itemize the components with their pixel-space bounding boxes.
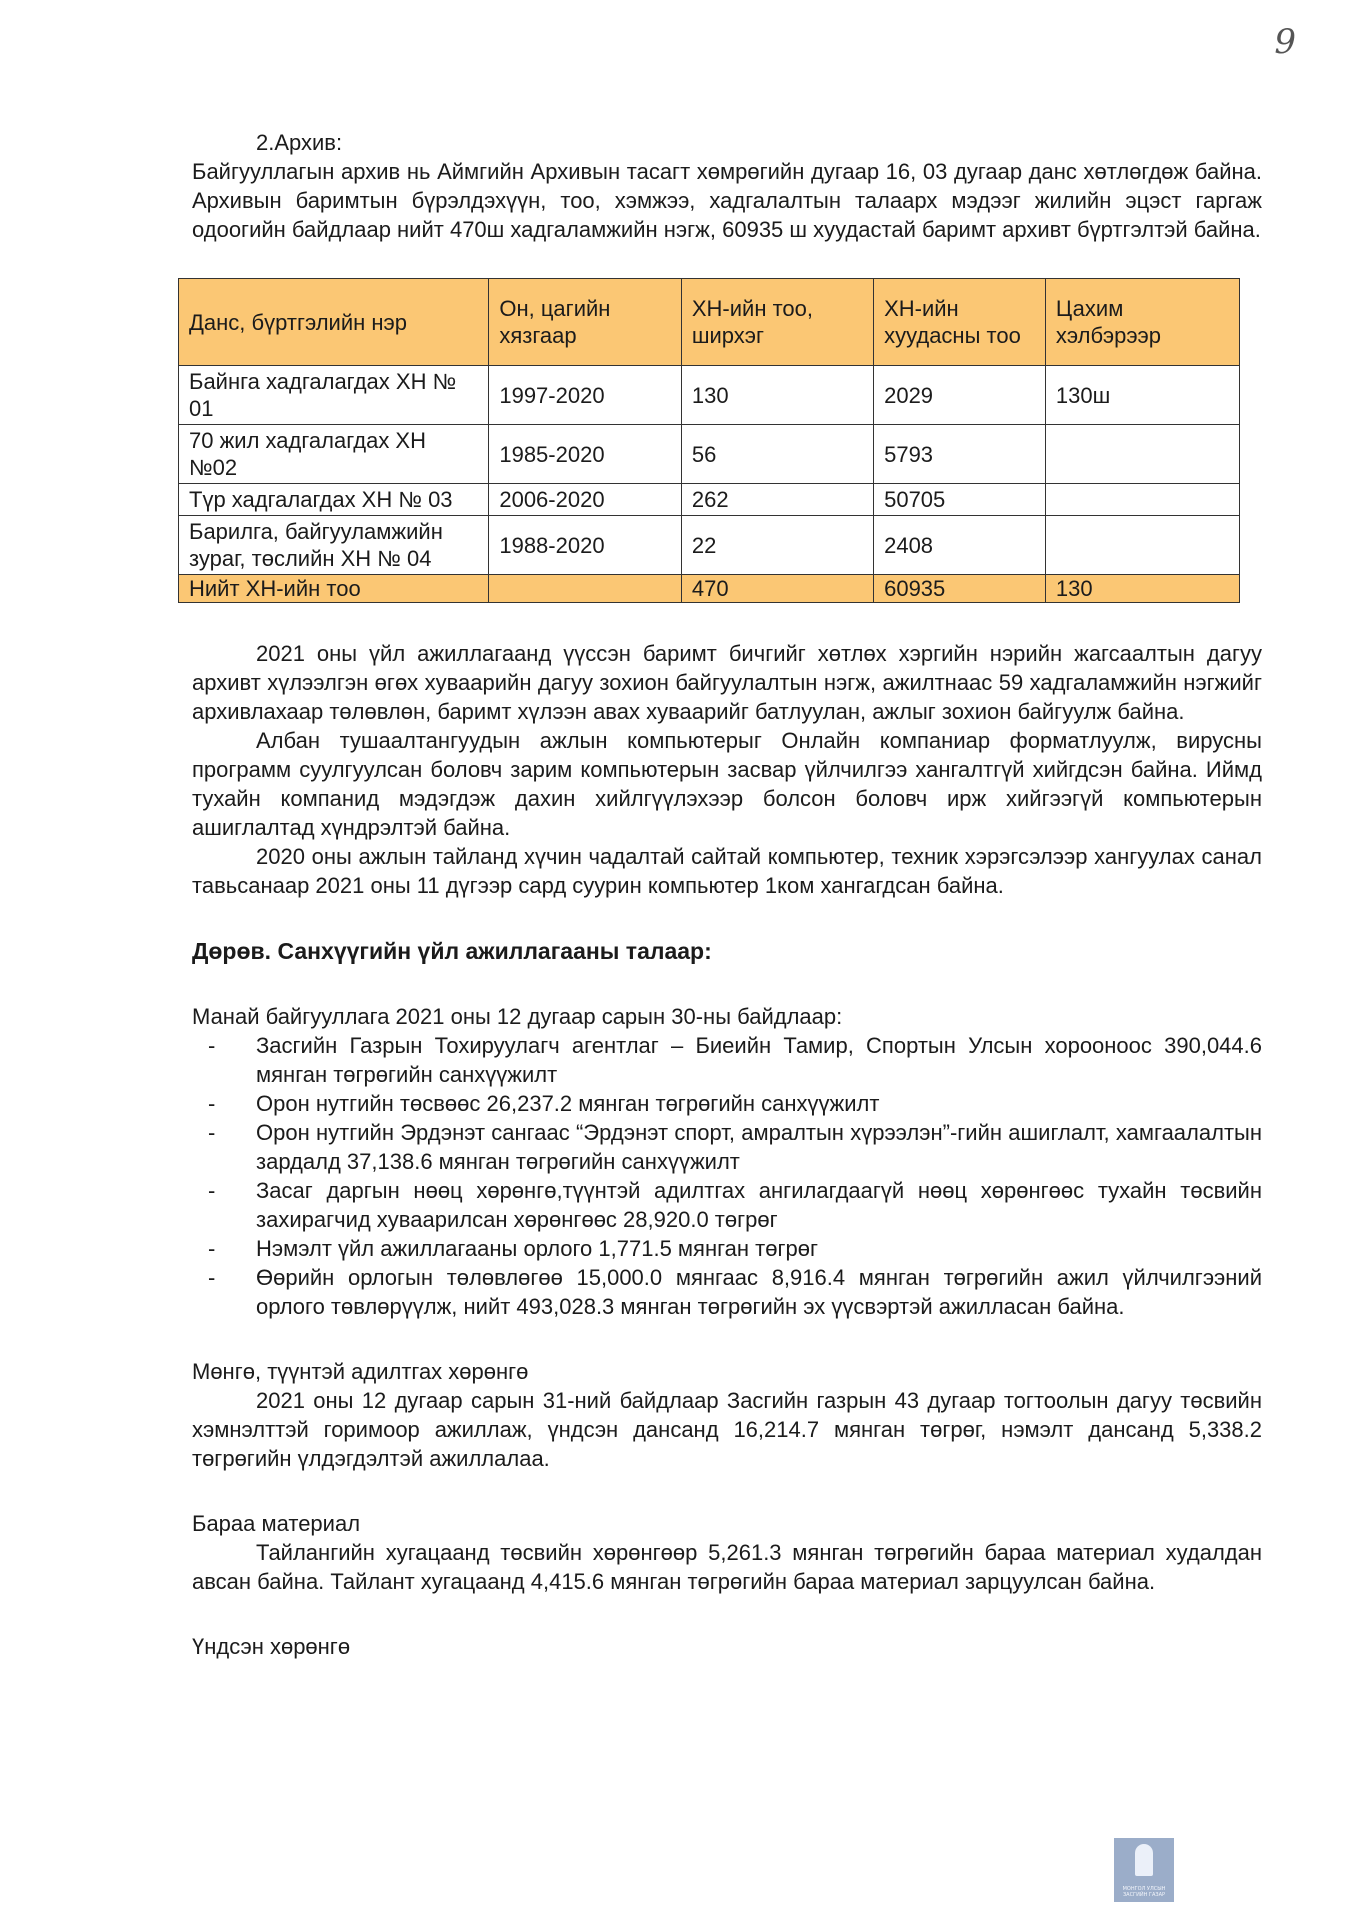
table-row	[179, 516, 1240, 575]
table-header-cell: ХН-ийн тоо, ширхэг	[681, 279, 873, 366]
table-header-row	[179, 279, 1240, 366]
table-cell	[489, 575, 682, 603]
table-cell: 1985-2020	[489, 425, 682, 484]
table-header-cell: Данс, бүртгэлийн нэр	[179, 279, 489, 366]
archive-paragraph: 2020 оны ажлын тайланд хүчин чадалтай сайтай компьютер, техник хэрэгсэлээр хангуулах санал тавьсанаар 2021 оны 11 дүгээр сард суурин компьютер 1ком хангагдсан байна.	[192, 844, 1262, 898]
list-item: - Засаг даргын нөөц хөрөнгө,түүнтэй адилтгах ангилагдаагүй нөөц хөрөнгөөс тухайн төсвийн захирагчид хуваарилсан хөрөнгөөс 28,920.0 төгрөг	[208, 1178, 1262, 1232]
table-row	[179, 484, 1240, 516]
table-cell: 2029	[874, 366, 1046, 425]
table-cell: Нийт ХН-ийн тоо	[179, 575, 489, 603]
table-header-cell: Цахим хэлбэрээр	[1045, 279, 1239, 366]
list-item: - Орон нутгийн төсвөөс 26,237.2 мянган төгрөгийн санхүүжилт	[208, 1091, 880, 1116]
fixed-assets-heading: Үндсэн хөрөнгө	[192, 1634, 351, 1659]
archive-paragraph: Албан тушаалтангуудын ажлын компьютерыг Онлайн компаниар форматлуулж, вирусны программ суулгуулсан боловч зарим компьютерын засвар үйлчилгээ хангалтгүй хийгдсэн байна. Иймд тухайн компанид мэдэгдэж дахин хийлгүүлэхээр болсон боловч ирж хийгээгүй компьютерын ашиглалтад хүндрэлтэй байна.	[192, 728, 1262, 840]
table-cell: 5793	[874, 425, 1046, 484]
table-cell: 56	[681, 425, 873, 484]
table-cell	[1045, 516, 1239, 575]
list-item: - Өөрийн орлогын төлөвлөгөө 15,000.0 мянгаас 8,916.4 мянган төгрөгийн ажил үйлчилгээний орлого төвлөрүүлж, нийт 493,028.3 мянган төгрөгийн эх үүсвэртэй ажилласан байна.	[208, 1265, 1262, 1319]
soyombo-icon	[1135, 1844, 1153, 1876]
materials-heading: Бараа материал	[192, 1511, 361, 1536]
cash-heading: Мөнгө, түүнтэй адилтгах хөрөнгө	[192, 1359, 529, 1384]
archive-table	[178, 278, 1240, 603]
table-cell: 130	[681, 366, 873, 425]
funding-list	[192, 1031, 1262, 1321]
table-cell: 2006-2020	[489, 484, 682, 516]
finance-intro: Манай байгууллага 2021 оны 12 дугаар сарын 30-ны байдлаар:	[192, 1004, 843, 1029]
table-cell: Түр хадгалагдах ХН № 03	[179, 484, 489, 516]
table-row	[179, 366, 1240, 425]
list-item-text: Орон нутгийн төсвөөс 26,237.2 мянган төгрөгийн санхүүжилт	[256, 1091, 880, 1116]
table-cell: 262	[681, 484, 873, 516]
table-cell: Барилга, байгууламжийн зураг, төслийн ХН № 04	[179, 516, 489, 575]
cash-paragraph: 2021 оны 12 дугаар сарын 31-ний байдлаар Засгийн газрын 43 дугаар тогтоолын дагуу төсвийн хэмнэлттэй горимоор ажиллаж, үндсэн дансанд 16,214.7 мянган төгрөг, нэмэлт дансанд 5,338.2 төгрөгийн үлдэгдэлтэй ажиллалаа.	[192, 1388, 1262, 1471]
table-header-cell: ХН-ийн хуудасны тоо	[874, 279, 1046, 366]
archive-paragraph: 2021 оны үйл ажиллагаанд үүссэн баримт бичгийг хөтлөх хэргийн нэрийн жагсаалтын дагуу архивт хүлээлгэн өгөх хуваарийн дагуу зохион байгуулалтын нэгж, ажилтнаас 59 хадгаламжийн нэгжийг архивлахаар төлөвлөн, баримт хүлээн авах хуваарийг батлуулан, ажлыг зохион байгуулж байна.	[192, 641, 1262, 724]
table-cell: 60935	[874, 575, 1046, 603]
table-cell	[1045, 425, 1239, 484]
table-cell: 22	[681, 516, 873, 575]
table-cell: Байнга хадгалагдах ХН № 01	[179, 366, 489, 425]
list-item: - Орон нутгийн Эрдэнэт сангаас “Эрдэнэт спорт, амралтын хүрээлэн”-гийн ашиглалт, хамгаалалтын зардалд 37,138.6 мянган төгрөгийн санхүүжилт	[208, 1120, 1262, 1174]
table-cell: 470	[681, 575, 873, 603]
table-row	[179, 425, 1240, 484]
list-item-text: Засгийн Газрын Тохируулагч агентлаг – Биеийн Тамир, Спортын Улсын хорооноос 390,044.6 мянган төгрөгийн санхүүжилт	[256, 1033, 1262, 1087]
list-item-text: Засаг даргын нөөц хөрөнгө,түүнтэй адилтгах ангилагдаагүй нөөц хөрөнгөөс тухайн төсвийн захирагчид хуваарилсан хөрөнгөөс 28,920.0 төгрөг	[256, 1178, 1262, 1232]
table-cell: 50705	[874, 484, 1046, 516]
table-cell: 130ш	[1045, 366, 1239, 425]
page-number: 9	[1274, 22, 1296, 62]
table-cell: 1997-2020	[489, 366, 682, 425]
archive-intro: Байгууллагын архив нь Аймгийн Архивын тасагт хөмрөгийн дугаар 16, 03 дугаар данс хөтлөгдөж байна. Архивын баримтын бүрэлдэхүүн, тоо, хэмжээ, хадгалалтын талаарх мэдээг жилийн эцэст гаргаж одоогийн байдлаар нийт 470ш хадгаламжийн нэгж, 60935 ш хуудастай баримт архивт бүртгэлтэй байна.	[192, 159, 1262, 242]
table-total-row	[179, 575, 1240, 603]
government-seal-logo	[1114, 1838, 1174, 1902]
finance-heading: Дөрөв. Санхүүгийн үйл ажиллагааны талаар:	[192, 938, 712, 964]
list-item: - Нэмэлт үйл ажиллагааны орлого 1,771.5 мянган төгрөг	[208, 1236, 818, 1261]
document-body	[189, 128, 1262, 1661]
table-cell	[1045, 484, 1239, 516]
list-item-text: Өөрийн орлогын төлөвлөгөө 15,000.0 мянгаас 8,916.4 мянган төгрөгийн ажил үйлчилгээний орлого төвлөрүүлж, нийт 493,028.3 мянган төгрөгийн эх үүсвэртэй ажилласан байна.	[256, 1265, 1262, 1319]
archive-heading: 2.Архив:	[256, 130, 343, 155]
table-header-cell: Он, цагийн хязгаар	[489, 279, 682, 366]
table-cell: 2408	[874, 516, 1046, 575]
list-item: - Засгийн Газрын Тохируулагч агентлаг – Биеийн Тамир, Спортын Улсын хорооноос 390,044.6 мянган төгрөгийн санхүүжилт	[208, 1033, 1262, 1087]
table-cell: 1988-2020	[489, 516, 682, 575]
list-item-text: Орон нутгийн Эрдэнэт сангаас “Эрдэнэт спорт, амралтын хүрээлэн”-гийн ашиглалт, хамгаалалтын зардалд 37,138.6 мянган төгрөгийн санхүүжилт	[256, 1120, 1262, 1174]
table-cell: 70 жил хадгалагдах ХН №02	[179, 425, 489, 484]
list-item-text: Нэмэлт үйл ажиллагааны орлого 1,771.5 мянган төгрөг	[256, 1236, 818, 1261]
seal-caption: МОНГОЛ УЛСЫН ЗАСГИЙН ГАЗАР	[1122, 1886, 1166, 1898]
materials-paragraph: Тайлангийн хугацаанд төсвийн хөрөнгөөр 5,261.3 мянган төгрөгийн бараа материал худалдан авсан байна. Тайлант хугацаанд 4,415.6 мянган төгрөгийн бараа материал зарцуулсан байна.	[192, 1540, 1262, 1594]
table-cell: 130	[1045, 575, 1239, 603]
